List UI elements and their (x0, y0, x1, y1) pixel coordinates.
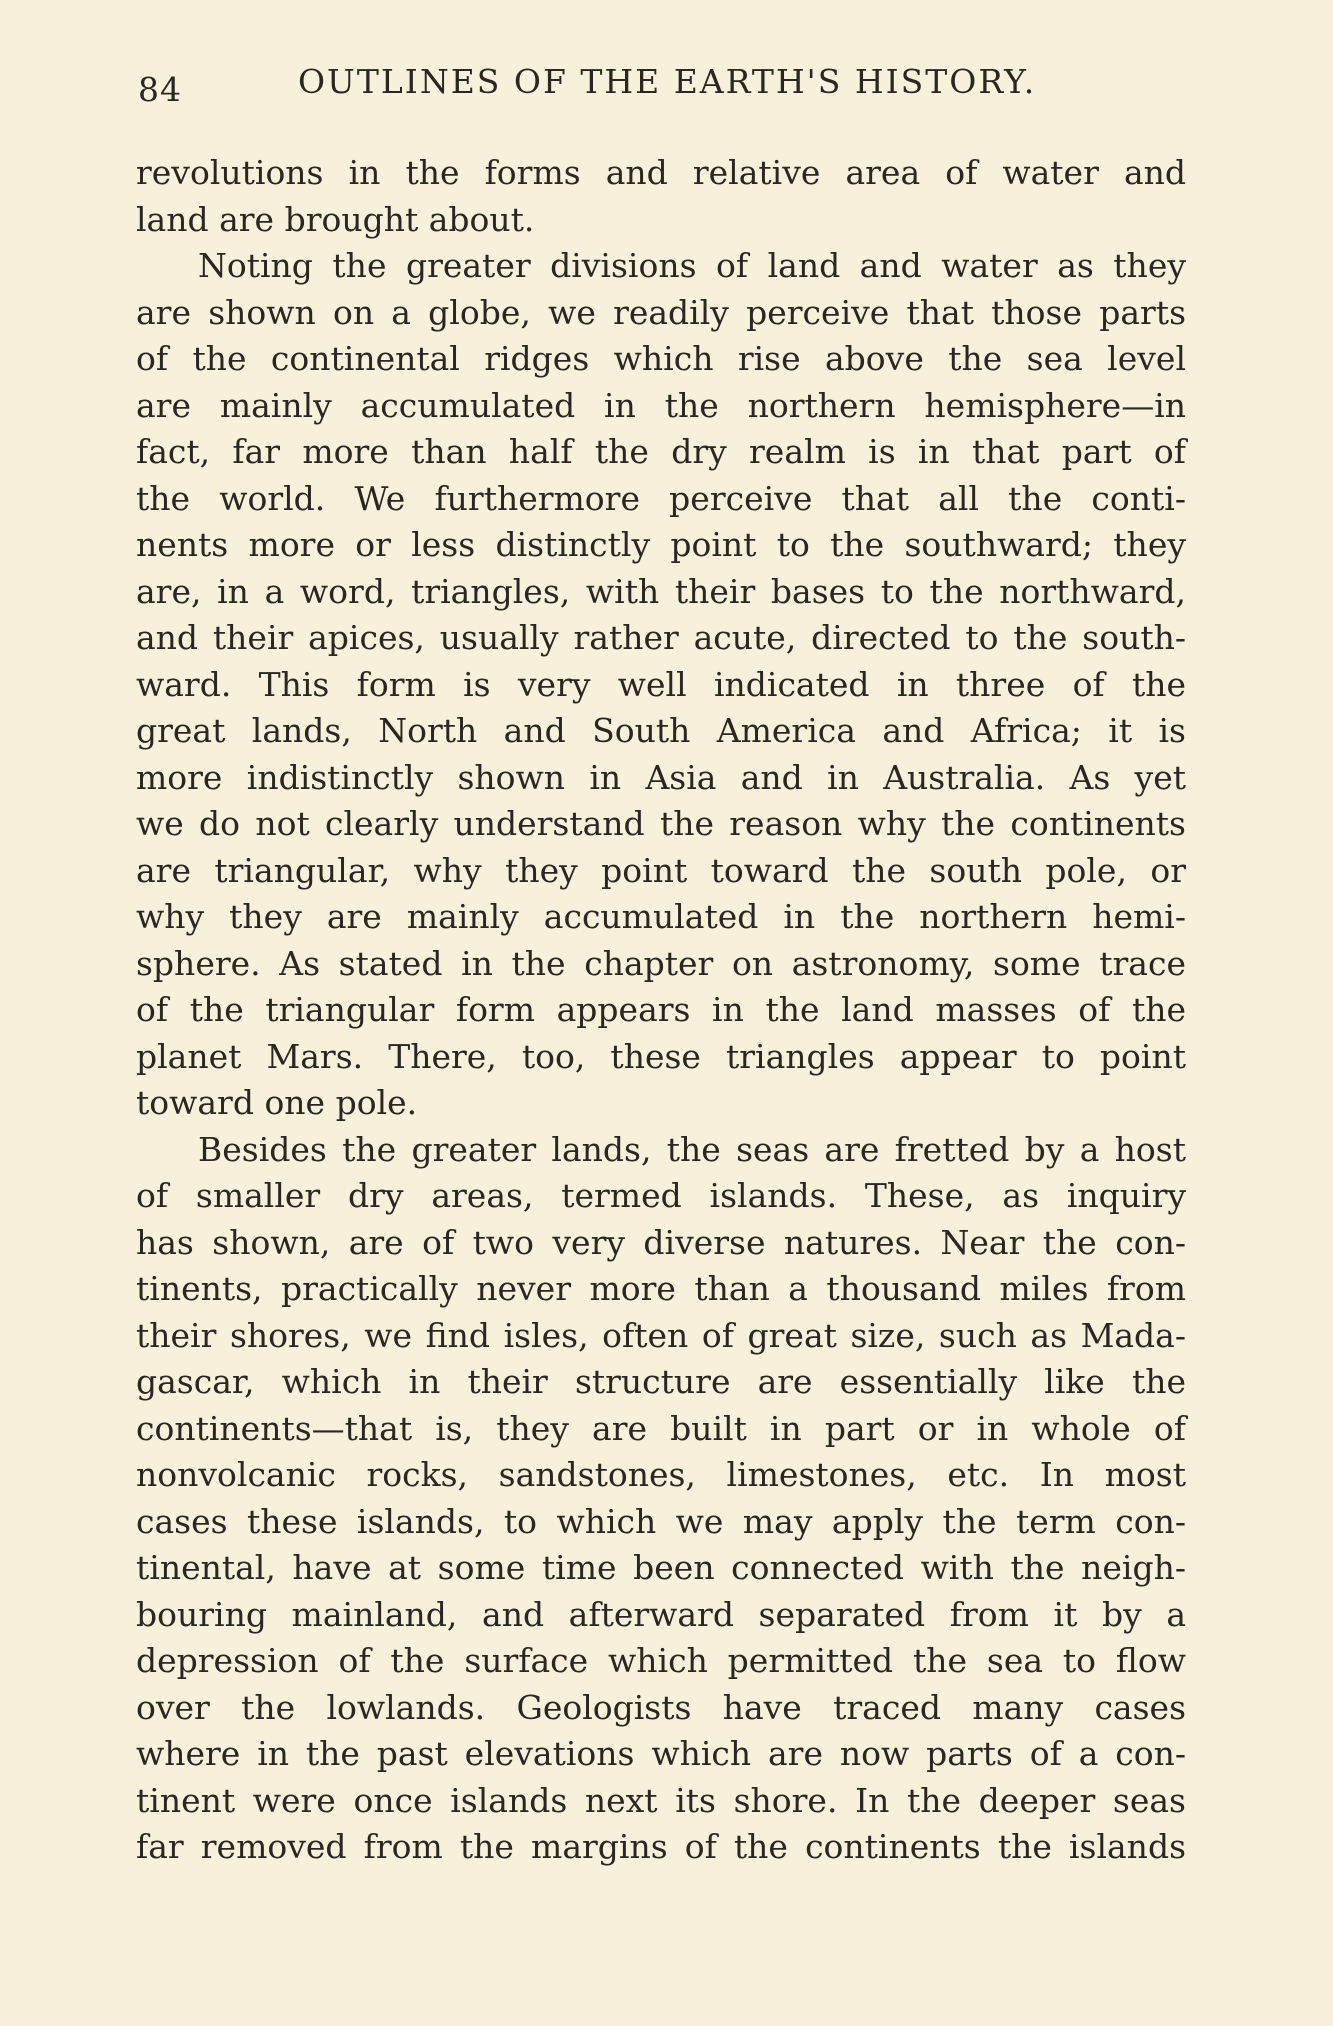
text-line: great lands, North and South America and Africa; it is (136, 711, 1186, 750)
paragraph (136, 243, 1186, 1127)
text-line: tinental, have at some time been connected with the neigh- (136, 1548, 1186, 1587)
page-number: 84 (138, 70, 182, 109)
text-line: land are brought about. (136, 199, 535, 239)
text-line: toward one pole. (136, 1083, 418, 1122)
text-line: ward. This form is very well indicated in three of the (136, 664, 1186, 704)
text-line: over the lowlands. Geologists have traced many cases (136, 1687, 1186, 1727)
text-line: depression of the surface which permitted the sea to flow (136, 1641, 1186, 1680)
text-line: tinent were once islands next its shore. In the deeper seas (136, 1780, 1186, 1820)
text-line: gascar, which in their structure are essentially like the (136, 1362, 1186, 1401)
text-line: where in the past elevations which are now parts of a con- (136, 1734, 1186, 1773)
text-line: cases these islands, to which we may apply the term con- (136, 1501, 1186, 1541)
text-line: planet Mars. There, too, these triangles appear to point (136, 1036, 1186, 1076)
text-line: has shown, are of two very diverse natures. Near the con- (136, 1222, 1186, 1262)
text-line: bouring mainland, and afterward separated from it by a (136, 1594, 1186, 1634)
text-line: we do not clearly understand the reason why the continents (136, 804, 1186, 843)
text-line: more indistinctly shown in Asia and in Australia. As yet (136, 757, 1186, 797)
page-header (138, 62, 1198, 112)
text-line: tinents, practically never more than a thousand miles from (136, 1269, 1186, 1308)
text-line: the world. We furthermore perceive that all the conti- (136, 478, 1186, 518)
text-line: are triangular, why they point toward the south pole, or (136, 850, 1186, 890)
text-line: fact, far more than half the dry realm is in that part of (136, 432, 1186, 471)
text-line: of the triangular form appears in the land masses of the (136, 990, 1186, 1029)
text-line: revolutions in the forms and relative area of water and (136, 153, 1186, 192)
text-line: Noting the greater divisions of land and water as they (198, 246, 1186, 285)
text-line: Besides the greater lands, the seas are fretted by a host (198, 1129, 1186, 1169)
text-line: of smaller dry areas, termed islands. These, as inquiry (136, 1176, 1186, 1215)
text-line: continents—that is, they are built in part or in whole of (136, 1408, 1186, 1448)
paragraph (136, 150, 1186, 243)
text-line: sphere. As stated in the chapter on astronomy, some trace (136, 943, 1186, 983)
text-line: of the continental ridges which rise above the sea level (136, 339, 1186, 378)
running-head: OUTLINES OF THE EARTH'S HISTORY. (298, 62, 1037, 101)
text-line: their shores, we find isles, often of great size, such as Mada- (136, 1315, 1186, 1355)
text-line: far removed from the margins of the continents the islands (136, 1827, 1186, 1866)
paragraph (136, 1127, 1186, 1871)
text-line: are shown on a globe, we readily perceive that those parts (136, 292, 1186, 332)
text-line: and their apices, usually rather acute, directed to the south- (136, 618, 1186, 657)
text-line: nents more or less distinctly point to the southward; they (136, 525, 1186, 564)
text-line: are mainly accumulated in the northern hemisphere—in (136, 385, 1186, 425)
text-line: are, in a word, triangles, with their bases to the northward, (136, 571, 1186, 611)
text-line: why they are mainly accumulated in the northern hemi- (136, 897, 1186, 936)
text-line: nonvolcanic rocks, sandstones, limestones, etc. In most (136, 1455, 1186, 1494)
body-text (136, 150, 1186, 1871)
